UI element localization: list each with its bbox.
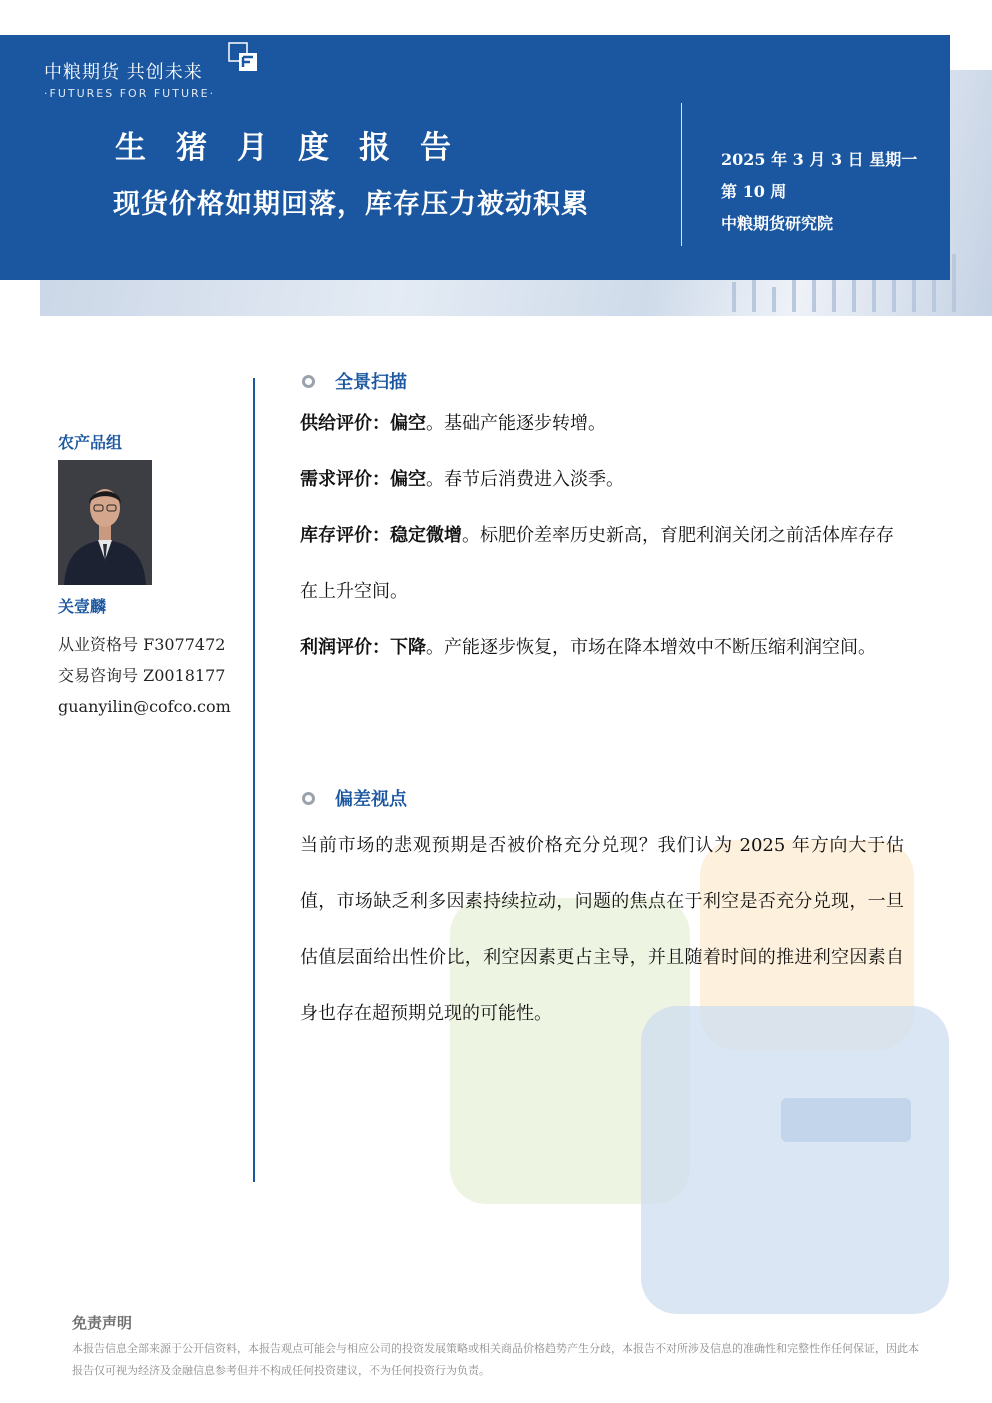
- inventory-evaluation: [300, 508, 904, 620]
- eval-text: 。春节后消费进入淡季。: [426, 469, 624, 490]
- author-portrait-icon: [58, 460, 152, 585]
- eval-key: 利润评价：: [300, 637, 390, 658]
- disclaimer-text: 本报告信息全部来源于公开信资料，本报告观点可能会与相应公司的投资发展策略或相关商品价格趋势产生分歧，本报告不对所涉及信息的准确性和完整性作任何保证，因此本报告仅可视为经济及金融信息参考但并不构成任何投资建议，不为任何投资行为负责。: [72, 1342, 919, 1377]
- author-info: [58, 629, 231, 722]
- logo-main-text: 中粮期货 共创未来: [44, 62, 203, 83]
- report-week: 第 10 周: [721, 182, 787, 201]
- eval-verdict: 稳定微增: [390, 525, 462, 546]
- eval-text: 。产能逐步恢复，市场在降本增效中不断压缩利润空间。: [426, 637, 876, 658]
- decorative-square-blue: [641, 1006, 949, 1314]
- logo-sub-text: ·FUTURES FOR FUTURE·: [44, 87, 216, 100]
- eval-verdict: 偏空: [390, 469, 426, 490]
- report-meta: [721, 144, 917, 240]
- company-logo: [44, 58, 215, 100]
- eval-verdict: 偏空: [390, 413, 426, 434]
- report-institute: 中粮期货研究院: [721, 214, 834, 233]
- bullet-circle-icon: [302, 792, 315, 805]
- author-license: 从业资格号 F3077472: [58, 635, 226, 654]
- eval-text: 。基础产能逐步转增。: [426, 413, 606, 434]
- profit-evaluation: [300, 620, 904, 676]
- disclaimer-title: 免责声明: [72, 1314, 133, 1332]
- demand-evaluation: [300, 452, 904, 508]
- header-divider: [681, 103, 682, 246]
- report-subtitle: 现货价格如期回落，库存压力被动积累: [113, 189, 589, 220]
- overview-title: 全景扫描: [335, 372, 407, 393]
- eval-key: 库存评价：: [300, 525, 390, 546]
- deviation-heading: [302, 785, 407, 811]
- logo-mark-icon: [228, 42, 258, 72]
- eval-text: 。标肥价差率历史新高，育肥利润关闭之前活体库存存在上升空间。: [300, 525, 894, 602]
- author-photo: [58, 460, 152, 585]
- deviation-title: 偏差视点: [335, 789, 407, 810]
- group-label: 农产品组: [58, 433, 123, 452]
- eval-verdict: 下降: [390, 637, 426, 658]
- author-name: 关壹麟: [58, 597, 107, 616]
- sidebar-divider: [253, 378, 255, 1182]
- supply-evaluation: [300, 396, 904, 452]
- bullet-circle-icon: [302, 375, 315, 388]
- author-email[interactable]: guanyilin@cofco.com: [58, 697, 231, 716]
- deviation-paragraph: 当前市场的悲观预期是否被价格充分兑现？我们认为 2025 年方向大于估值，市场缺乏利多因素持续拉动，问题的焦点在于利空是否充分兑现，一旦估值层面给出性价比，利空因素更占主导，并且随着时间的推进利空因素自身也存在超预期兑现的可能性。: [300, 835, 904, 1024]
- eval-key: 供给评价：: [300, 413, 390, 434]
- overview-heading: [302, 368, 407, 394]
- eval-key: 需求评价：: [300, 469, 390, 490]
- report-title: 生猪月度报告: [115, 130, 481, 166]
- report-date: 2025 年 3 月 3 日 星期一: [721, 150, 918, 169]
- author-consult-number: 交易咨询号 Z0018177: [58, 666, 226, 685]
